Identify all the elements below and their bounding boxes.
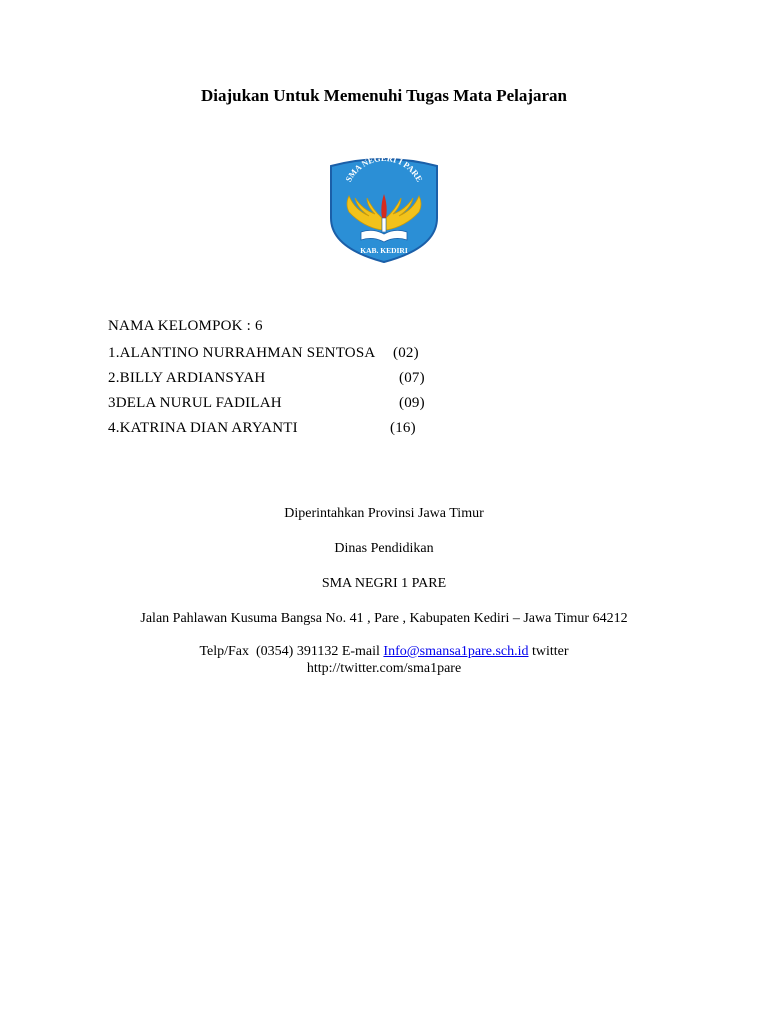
school-logo — [325, 152, 443, 264]
group-heading: NAMA KELOMPOK : 6 — [108, 318, 263, 334]
logo-top-text: SMA NEGERI I PARE — [343, 152, 425, 184]
footer-province: Diperintahkan Provinsi Jawa Timur — [284, 506, 484, 521]
member-name-4: 4.KATRINA DIAN ARYANTI — [108, 420, 298, 436]
member-number-1: (02) — [393, 345, 419, 361]
member-number-4: (16) — [390, 420, 416, 436]
logo-torch — [382, 218, 386, 232]
contact-prefix: Telp/Fax (0354) 391132 E-mail — [199, 644, 384, 659]
contact-suffix: twitter — [528, 644, 569, 659]
footer-department: Dinas Pendidikan — [334, 541, 434, 556]
member-name-2: 2.BILLY ARDIANSYAH — [108, 370, 266, 386]
twitter-url: http://twitter.com/sma1pare — [306, 661, 462, 676]
footer-school: SMA NEGRI 1 PARE — [321, 576, 447, 591]
footer-address: Jalan Pahlawan Kusuma Bangsa No. 41 , Pare , Kabupaten Kediri – Jawa Timur 64212 — [140, 611, 628, 626]
member-name-1: 1.ALANTINO NURRAHMAN SENTOSA — [108, 345, 376, 361]
member-number-2: (07) — [399, 370, 425, 386]
logo-bottom-text: KAB. KEDIRI — [360, 246, 408, 255]
email-link[interactable]: Info@smansa1pare.sch.id — [383, 644, 529, 659]
document-title: Diajukan Untuk Memenuhi Tugas Mata Pelajaran — [200, 86, 568, 105]
footer-contact — [0, 644, 768, 660]
member-name-3: 3DELA NURUL FADILAH — [108, 395, 282, 411]
member-number-3: (09) — [399, 395, 425, 411]
